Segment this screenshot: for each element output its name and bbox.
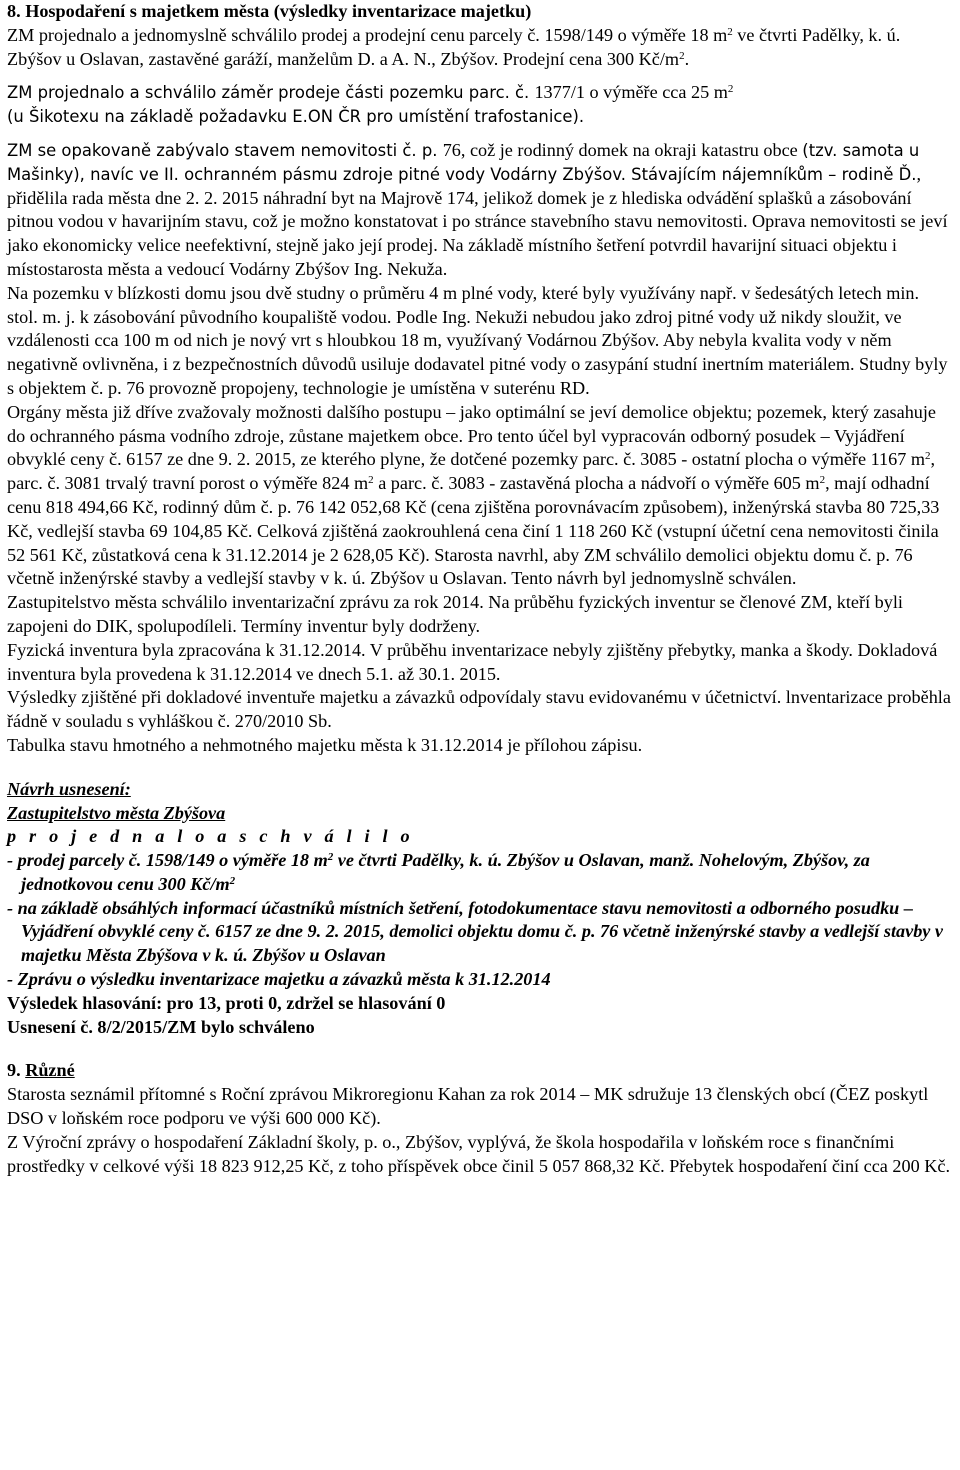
resolution-verb: p r o j e d n a l o a s c h v á l i l o (7, 826, 414, 847)
paragraph-asset-table: Tabulka stavu hmotného a nehmotného majetku města k 31.12.2014 je přílohou zápisu. (7, 734, 643, 755)
text: ZM se opakovaně zabývalo stavem nemovitosti č. p. (7, 140, 443, 160)
paragraph-parcel-sale (7, 24, 953, 72)
superscript: 2 (327, 851, 334, 864)
paragraph-inventory-results: Výsledky zjištěné při dokladové inventuře majetku a závazků odpovídaly stavu evidovanému v účetnictví. lnventarizace proběhla řádně v souladu s vyhláškou č. 270/2010 Sb. (7, 687, 951, 732)
resolution-item-parcel (7, 849, 953, 897)
text: Orgány města již dříve zvažovaly možnosti dalšího postupu – jako optimální se jeví demolice objektu; pozemek, který zasahuje do ochranného pásma vodního zdroje, zůstane majetkem obce. Pro tento účel byl vypracován odborný posudek – Vyjádření obvyklé ceny č. 6157 ze dne 9. 2. 2015, ze kterého plyne, že dotčené pozemky parc. č. 3085 - ostatní plocha o výměře 1167 m (7, 401, 937, 470)
superscript: 2 (925, 450, 931, 463)
text: ochranném pásmu zdroje pitné vody Vodárny Zbýšov. Stávajícím nájemníkům – rodině Ď. (184, 164, 917, 184)
text: (u Šikotexu na základě požadavku E.ON ČR pro umístění trafostanice). (7, 107, 585, 127)
text: 76, což je rodinný domek na okraji katastru obce (442, 139, 798, 160)
section-8-heading: 8. Hospodaření s majetkem města (výsledky inventarizace majetku) (7, 1, 532, 21)
text: ZM projednalo a schválilo záměr prodeje části pozemku parc. č. (7, 83, 535, 103)
superscript: 2 (368, 474, 374, 487)
paragraph-land-sale-intent (7, 81, 953, 129)
text: (tzv. samota u Mašinky), navíc ve II. (7, 140, 920, 184)
paragraph-inventory-report: Zastupitelstvo města schválilo inventarizační zprávu za rok 2014. Na průběhu fyzických inventur se členové ZM, kteří byli zapojeni do DIK, spolupodíleli. Termíny inventur byly dodrženy. (7, 592, 903, 636)
paragraph-school-report: Z Výroční zprávy o hospodaření Základní školy, p. o., Zbýšov, vyplývá, že škola hospodařila v loňském roce s finančními prostředky v celkové výši 18 823 912,25 Kč, z toho příspěvek obce činil 5 057 868,32 Kč. Přebytek hospodaření činí cca 200 Kč. (7, 1131, 951, 1176)
superscript: 2 (679, 49, 685, 62)
section-number: 9. (7, 1060, 26, 1081)
text: 1377/1 o výměře cca 25 m (534, 82, 728, 103)
superscript: 2 (727, 25, 733, 38)
vote-result: Výsledek hlasování: pro 13, proti 0, zdržel se hlasování 0 (7, 992, 446, 1013)
section-9-heading (7, 1059, 953, 1083)
superscript: 2 (727, 83, 734, 96)
resolution-item-report: - Zprávu o výsledku inventarizace majetku a závazků města k 31.12.2014 (7, 969, 551, 990)
superscript: 2 (819, 474, 826, 487)
paragraph-wells: Na pozemku v blízkosti domu jsou dvě studny o průměru 4 m plné vody, které byly využívány např. v šedesátých letech min. stol. m. j. k zásobování původního koupaliště vodou. Podle Ing. Nekuži nebudou jako zdroj pitné vody už nikdy sloužit, ve vzdálenosti cca 100 m od nich je nový vrt s hloubkou 18 m, využívaný Vodárnou Zbýšov. Aby nebyla kvalita vody v něm negativně ovlivněna, i z bezpečnostních důvodů usiluje dodavatel pitné vody o zasypání studní inertním materiálem. Studny byly s objektem č. p. 76 provozně propojeny, technologie je umístěna v suterénu RD. (7, 282, 948, 398)
text: . (684, 48, 690, 69)
resolution-body: Zastupitelstvo města Zbýšova (7, 802, 226, 823)
paragraph-physical-inventory: Fyzická inventura byla zpracována k 31.12.2014. V průběhu inventarizace nebyly zjištěny přebytky, manka a škody. Dokladová inventura byla provedena k 31.12.2014 ve dnech 5.1. až 30.1. 2015. (7, 639, 938, 684)
paragraph-demolition (7, 401, 953, 591)
text: a parc. č. 3083 - zastavěná plocha a nádvoří o výměře 605 m (373, 473, 820, 494)
text: , parc. č. 3081 trvalý travní porost o výměře 824 m (7, 449, 936, 494)
resolution-status: Usnesení č. 8/2/2015/ZM bylo schváleno (7, 1016, 315, 1037)
resolution-label: Návrh usnesení: (7, 778, 131, 799)
text: ZM projednalo a jednomyslně schválilo prodej a prodejní cenu parcely č. 1598/149 o výměře 18 m (7, 24, 728, 45)
resolution-item-demolition: - na základě obsáhlých informací účastníků místních šetření, fotodokumentace stavu nemovitosti a odborného posudku – Vyjádření obvyklé ceny č. 6157 ze dne 9. 2. 2015, demolici objektu domu č. p. 76 včetně inženýrské stavby a vedlejší stavby v majetku Města Zbýšova v k. ú. Zbýšov u Oslavan (7, 897, 943, 966)
text: ve čtvrti Padělky, k. ú. Zbýšov u Oslavan, zastavěné garáží, manželům D. a A. N., Zbýšov. Prodejní cena 300 Kč/m (7, 24, 901, 69)
text: ve čtvrti Padělky, k. ú. Zbýšov u Oslavan, manž. Nohelovým, Zbýšov, za jednotkovou cenu 300 Kč/m (21, 850, 870, 894)
section-title: Různé (25, 1060, 75, 1081)
paragraph-property-76 (7, 139, 953, 282)
superscript: 2 (229, 874, 236, 887)
text: - prodej parcely č. 1598/149 o výměře 18 m (7, 850, 328, 871)
text: , přidělila rada města dne 2. 2. 2015 náhradní byt na Majrově 174, jelikož domek je z hlediska odvádění splašků a zásobování pitnou vodou v havarijním stavu, což je možno konstatovat i po stránce stavebního stavu nemovitosti. Oprava nemovitosti se jeví jako ekonomicky velice neefektivní, stejně jako její prodej. Na základě místního šetření potvrdil havarijní situaci objektu i místostarosta města a vedoucí Vodárny Zbýšov Ing. Nekuža. (7, 163, 948, 279)
paragraph-microregion: Starosta seznámil přítomné s Roční zprávou Mikroregionu Kahan za rok 2014 – MK sdružuje 13 členských obcí (ČEZ poskytl DSO v loňském roce podporu ve výši 600 000 Kč). (7, 1084, 929, 1129)
text: , mají odhadní cenu 818 494,66 Kč, rodinný dům č. p. 76 142 052,68 Kč (cena zjištěna porovnávacím způsobem), inženýrská stavba 80 725,33 Kč, vedlejší stavba 69 104,85 Kč. Celková zjištěná zaokrouhlená cena činí 1 118 260 Kč (vstupní účetní cena nemovitosti činila 52 561 Kč, zůstatková cena k 31.12.2014 je 2 628,05 Kč). Starosta navrhl, aby ZM schválilo demolici objektu domu č. p. 76 včetně inženýrské stavby a vedlejší stavby v k. ú. Zbýšov u Oslavan. Tento návrh byl jednomyslně schválen. (7, 473, 940, 589)
